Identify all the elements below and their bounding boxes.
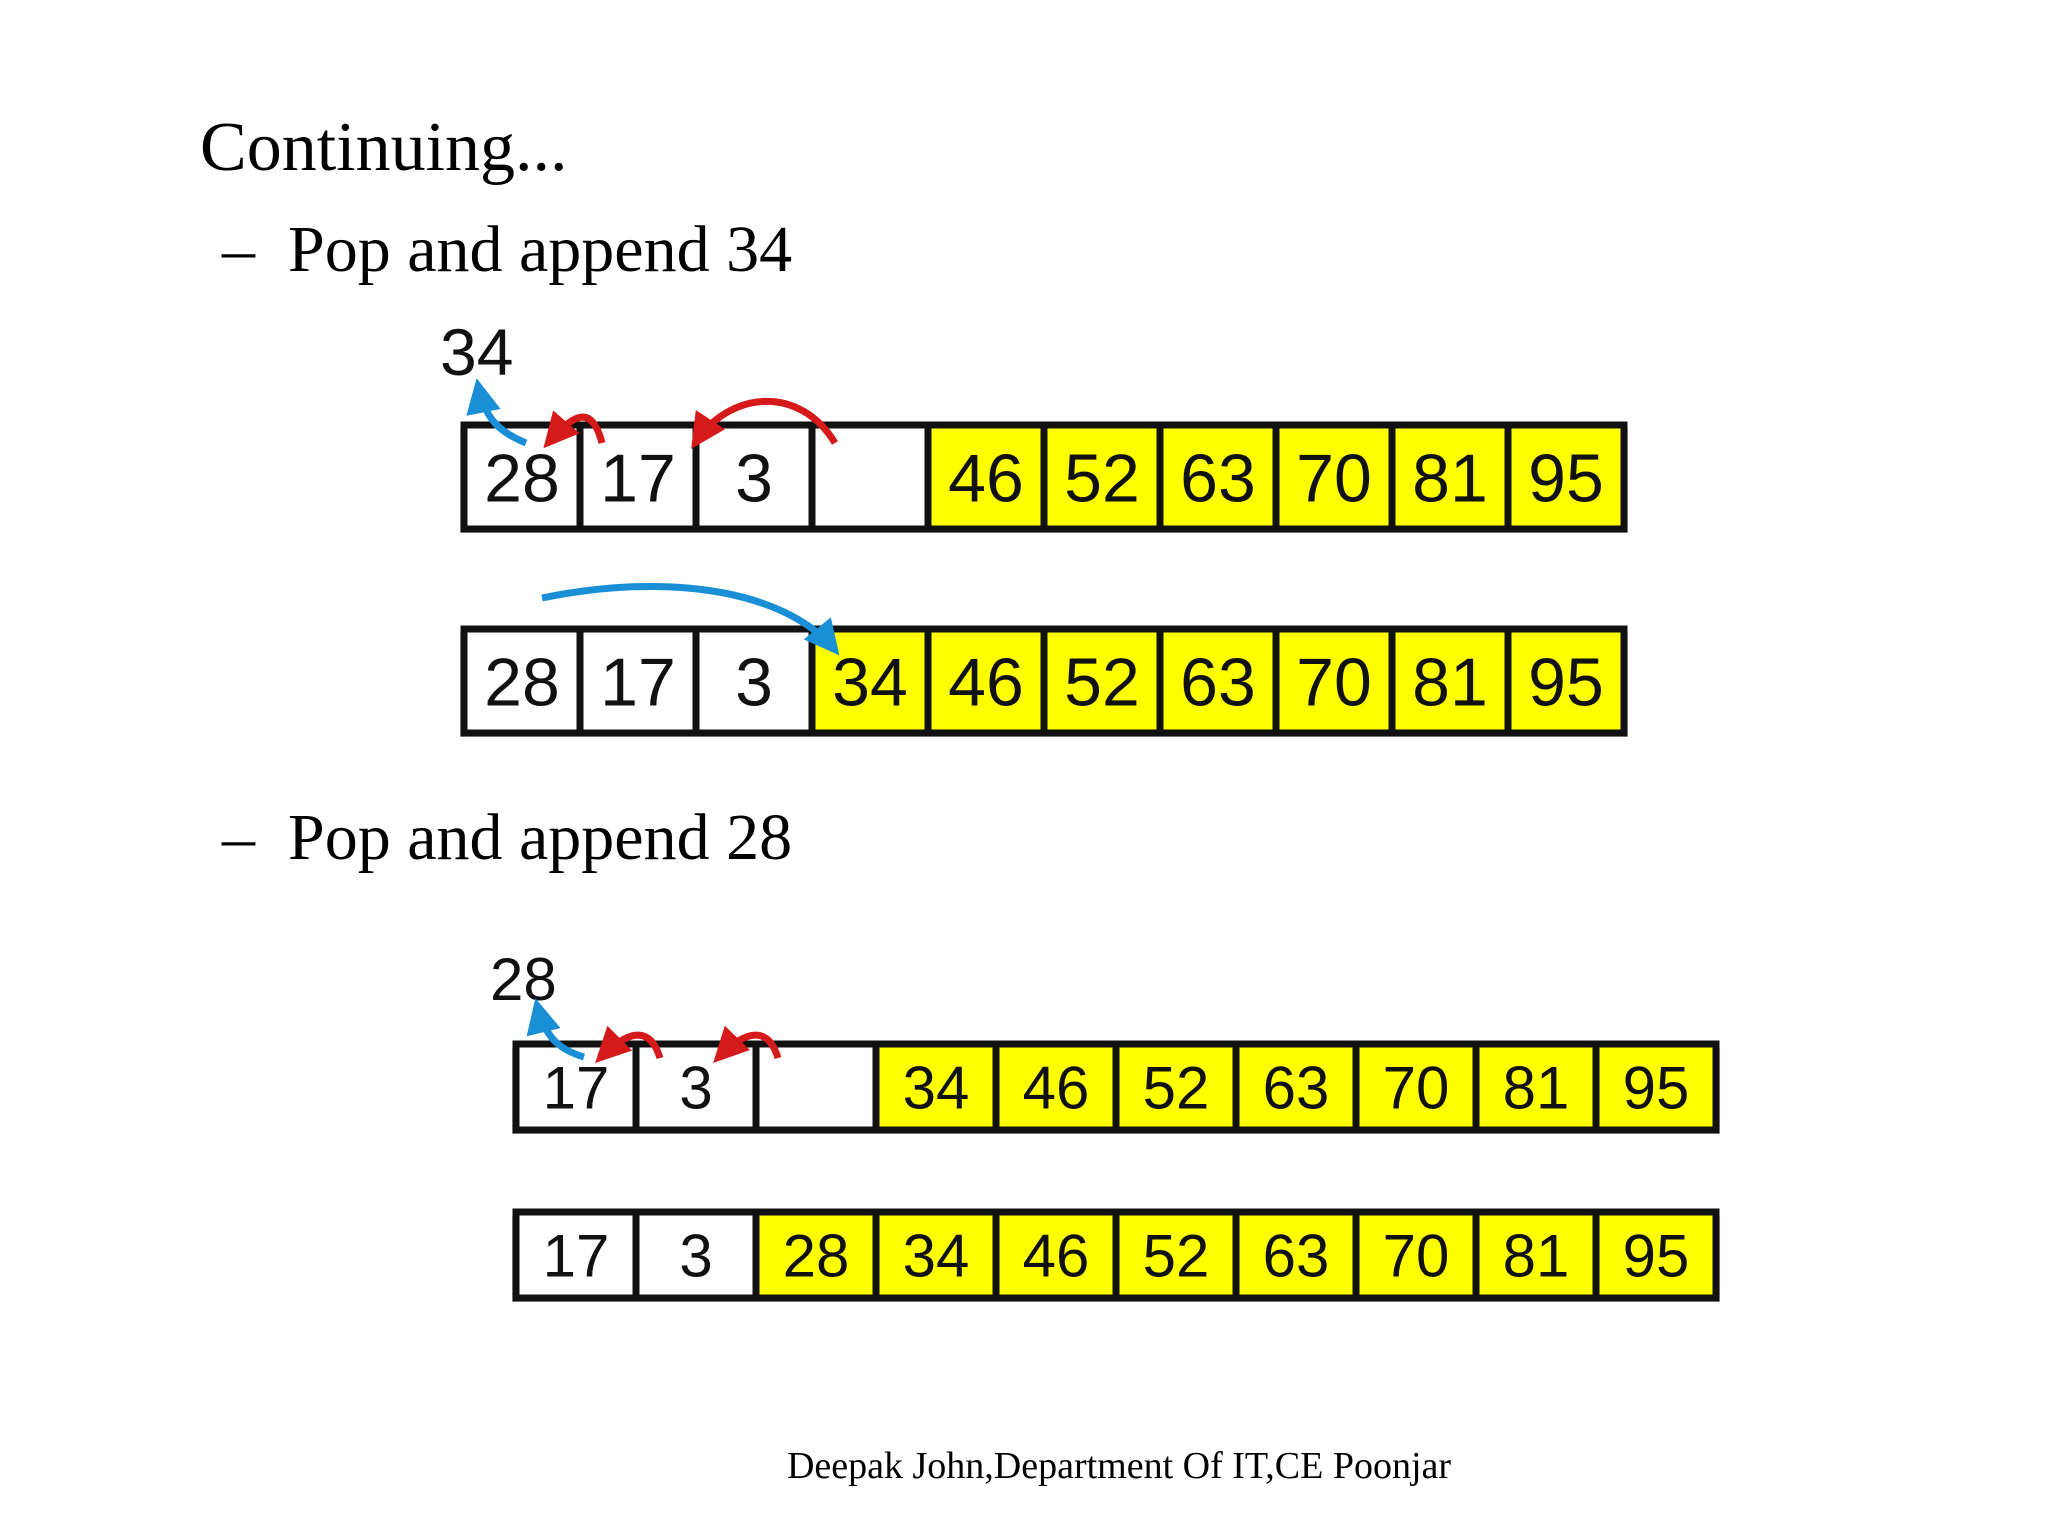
array-cell-value: 46: [1022, 1054, 1090, 1122]
array-after-pop-34: [460, 629, 1628, 737]
bullet-marker: –: [222, 801, 255, 874]
popped-value-label: 28: [490, 946, 557, 1013]
array-cell-value: 34: [902, 1222, 970, 1290]
array-cell-value: 52: [1142, 1054, 1210, 1122]
array-cell-value: 28: [484, 440, 560, 517]
popped-value-label: 34: [440, 315, 514, 389]
array-cell-value: 17: [542, 1222, 610, 1290]
array-cell-value: 46: [948, 440, 1024, 517]
array-before-pop-28: [512, 1044, 1720, 1134]
array-after-pop-28: [512, 1212, 1720, 1302]
array-cell-value: 28: [484, 644, 560, 721]
array-cell-value: 63: [1262, 1054, 1330, 1122]
array-cell-value: 81: [1412, 440, 1488, 517]
array-cell-value: 81: [1502, 1222, 1570, 1290]
array-cell-value: 3: [679, 1222, 713, 1290]
array-cell-value: 95: [1528, 644, 1604, 721]
array-cell-value: 63: [1180, 440, 1256, 517]
array-cell-value: 52: [1064, 644, 1140, 721]
array-cell-value: 81: [1412, 644, 1488, 721]
array-cell-value: 52: [1064, 440, 1140, 517]
slide-heading: Continuing...: [200, 109, 568, 186]
array-cell-value: 28: [782, 1222, 850, 1290]
array-cell-value: 95: [1622, 1054, 1690, 1122]
array-cell-value: 34: [902, 1054, 970, 1122]
array-cell-value: 70: [1382, 1222, 1450, 1290]
array-cell-value: 17: [600, 644, 676, 721]
array-cell-value: 95: [1622, 1222, 1690, 1290]
array-cell-value: 46: [1022, 1222, 1090, 1290]
array-cell-value: 63: [1180, 644, 1256, 721]
array-cell-value: 17: [542, 1054, 610, 1122]
array-cell-value: 46: [948, 644, 1024, 721]
array-cell-value: 70: [1382, 1054, 1450, 1122]
array-cell-value: 3: [679, 1054, 713, 1122]
array-cell-value: 63: [1262, 1222, 1330, 1290]
bullet-text: Pop and append 28: [288, 801, 793, 874]
array-cell-value: 34: [832, 644, 908, 721]
array-before-pop-34: [460, 425, 1628, 533]
array-cell-value: 70: [1296, 644, 1372, 721]
array-cell-value: 95: [1528, 440, 1604, 517]
slide-footer: Deepak John,Department Of IT,CE Poonjar: [786, 1445, 1452, 1487]
array-cell-value: 17: [600, 440, 676, 517]
bullet-text: Pop and append 34: [288, 213, 793, 286]
array-cell-value: 81: [1502, 1054, 1570, 1122]
array-cell-value: 3: [735, 440, 773, 517]
bullet-marker: –: [222, 213, 255, 286]
array-cell-value: 52: [1142, 1222, 1210, 1290]
array-cell-value: 70: [1296, 440, 1372, 517]
array-cell-value: 3: [735, 644, 773, 721]
